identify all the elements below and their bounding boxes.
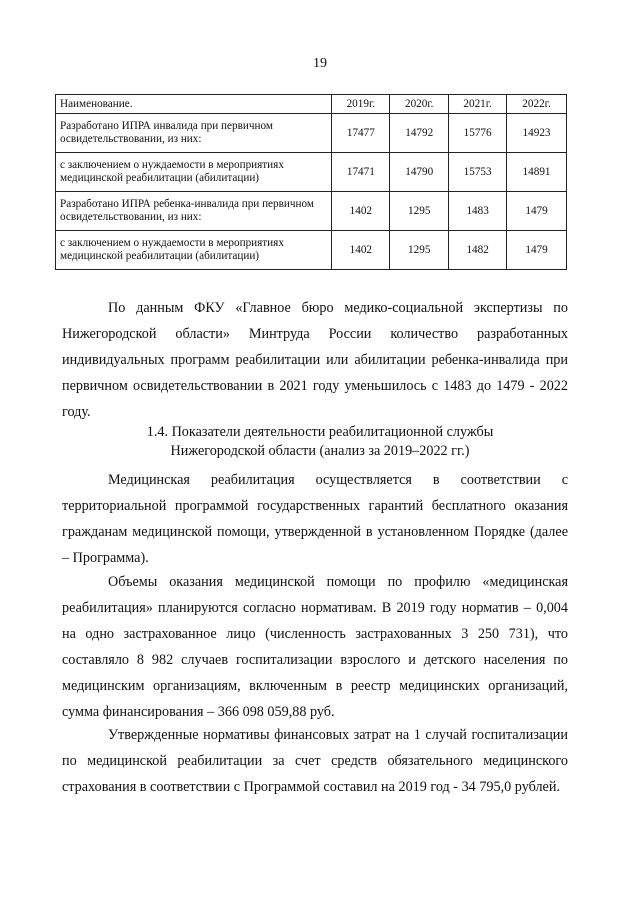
cell-2021: 15753: [449, 153, 507, 192]
section-heading-line-1: 1.4. Показатели деятельности реабилитационной службы: [146, 424, 494, 440]
cell-2019: 1402: [332, 231, 390, 270]
cell-2019: 17471: [332, 153, 390, 192]
ipra-statistics-table: [55, 94, 567, 270]
section-heading-line-2: Нижегородской области (анализ за 2019–2022 гг.): [170, 443, 470, 459]
cell-2020: 14790: [390, 153, 449, 192]
cell-2019: 1402: [332, 192, 390, 231]
row-name: Разработано ИПРА инвалида при первичном освидетельствовании, из них:: [56, 114, 332, 153]
row-name: с заключением о нуждаемости в мероприятиях медицинской реабилитации (абилитации): [56, 231, 332, 270]
cell-2022: 1479: [507, 192, 567, 231]
column-header-name: Наименование.: [56, 95, 332, 114]
cell-2021: 1482: [449, 231, 507, 270]
table-row: [56, 231, 567, 270]
cell-2020: 1295: [390, 231, 449, 270]
cell-2019: 17477: [332, 114, 390, 153]
column-header-2022: 2022г.: [507, 95, 567, 114]
table-header-row: [56, 95, 567, 114]
cell-2022: 14891: [507, 153, 567, 192]
paragraph-medical-rehabilitation: Медицинская реабилитация осуществляется в соответствии с территориальной программой государственных гарантий бесплатного оказания гражданам медицинской помощи, утвержденной в установленном Порядке (далее – Программа).: [62, 472, 568, 566]
cell-2022: 1479: [507, 231, 567, 270]
cell-2021: 1483: [449, 192, 507, 231]
cell-2020: 1295: [390, 192, 449, 231]
column-header-2021: 2021г.: [449, 95, 507, 114]
row-name: с заключением о нуждаемости в мероприятиях медицинской реабилитации (абилитации): [56, 153, 332, 192]
row-name: Разработано ИПРА ребенка-инвалида при первичном освидетельствовании, из них:: [56, 192, 332, 231]
paragraph-care-volumes: Объемы оказания медицинской помощи по профилю «медицинская реабилитация» планируются согласно нормативам. В 2019 году норматив – 0,004 на одно застрахованное лицо (численность застрахованных 3 250 731), что составляло 8 982 случаев госпитализации взрослого и детского населения по медицинским организациям, включенным в реестр медицинских организаций, сумма финансирования – 366 098 059,88 руб.: [62, 574, 568, 720]
cell-2021: 15776: [449, 114, 507, 153]
table-row: [56, 153, 567, 192]
cell-2022: 14923: [507, 114, 567, 153]
section-heading: [0, 423, 640, 461]
paragraph-ipra-decrease: По данным ФКУ «Главное бюро медико-социальной экспертизы по Нижегородской области» Минтруда России количество разработанных индивидуальных программ реабилитации или абилитации ребенка-инвалида при первичном освидетельствовании в 2021 году уменьшилось с 1483 до 1479 - 2022 году.: [62, 300, 568, 420]
paragraph-financial-norms: Утвержденные нормативы финансовых затрат на 1 случай госпитализации по медицинской реабилитации за счет средств обязательного медицинского страхования в соответствии с Программой составил на 2019 год - 34 795,0 рублей.: [62, 727, 568, 795]
column-header-2020: 2020г.: [390, 95, 449, 114]
column-header-2019: 2019г.: [332, 95, 390, 114]
page-number: 19: [313, 56, 327, 71]
table-row: [56, 114, 567, 153]
cell-2020: 14792: [390, 114, 449, 153]
table-row: [56, 192, 567, 231]
